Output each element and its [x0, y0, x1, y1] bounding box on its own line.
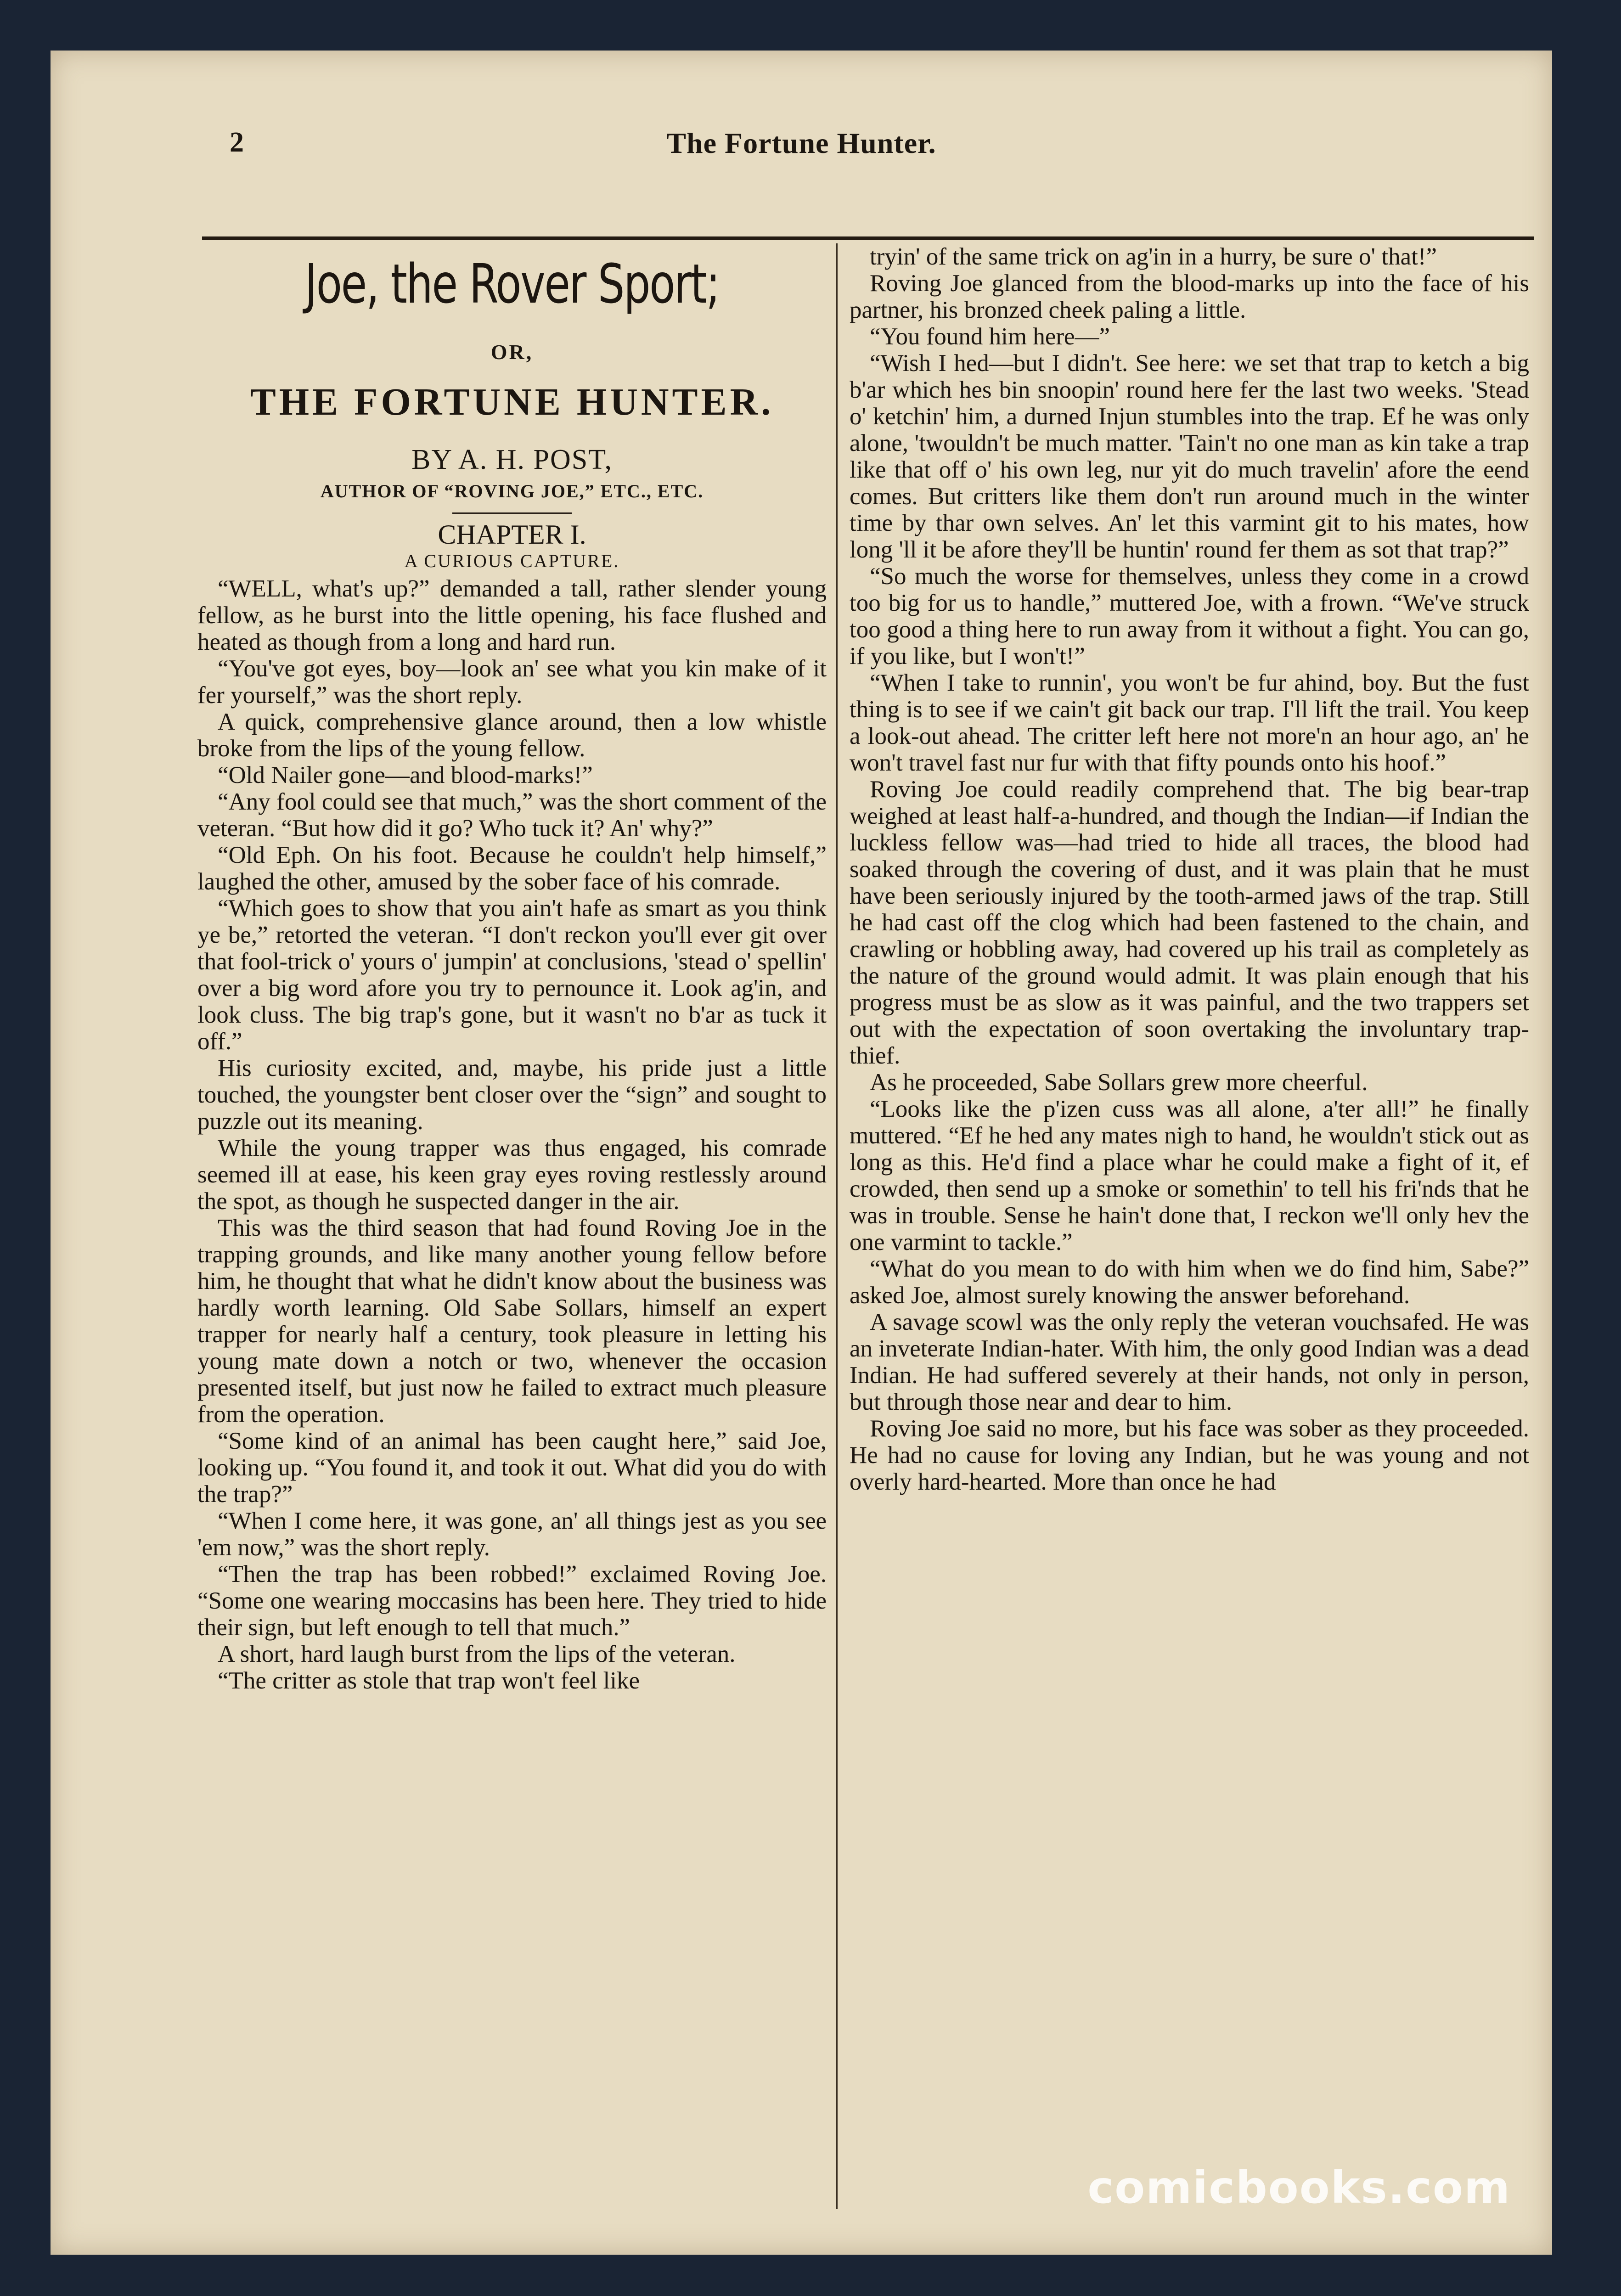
paragraph: “Any fool could see that much,” was the short comment of the veteran. “But how did it go? Who tuck it? An' why?” — [197, 788, 827, 842]
paragraph: “So much the worse for themselves, unless they come in a crowd too big for us to handle,” muttered Joe, with a frown. “We've struck too good a thing here to run away from it without a fight. You can go, if you like, but I won't!” — [850, 563, 1529, 670]
paragraph: As he proceeded, Sabe Sollars grew more cheerful. — [870, 1069, 1368, 1096]
left-column — [197, 243, 827, 2218]
serial-title: Joe, the Rover Sport; — [304, 252, 720, 315]
serial-subtitle: THE FORTUNE HUNTER. — [250, 381, 774, 423]
paragraph: This was the third season that had found Roving Joe in the trapping grounds, and like many another young fellow before him, he thought that what he didn't know about the business was hardly worth learning. Old Sabe Sollars, himself an expert trapper for nearly half a century, took pleasure in letting his young mate down a notch or two, whenever the occasion presented itself, but just now he failed to extract much pleasure from the operation. — [197, 1215, 827, 1428]
chapter-title: A CURIOUS CAPTURE. — [404, 551, 620, 571]
magazine-page — [51, 51, 1552, 2255]
short-rule — [452, 512, 572, 514]
paragraph: “Old Nailer gone—and blood-marks!” — [218, 762, 593, 788]
paragraph: His curiosity excited, and, maybe, his pride just a little touched, the youngster bent closer over the “sign” and sought to puzzle out its meaning. — [197, 1055, 827, 1135]
paragraph: “Some kind of an animal has been caught here,” said Joe, looking up. “You found it, and took it out. What did you do with the trap?” — [197, 1428, 827, 1508]
paragraph: “When I take to runnin', you won't be fur ahind, boy. But the fust thing is to see if we cain't git back our trap. I'll lift the trail. You keep a look-out ahead. The critter left here not more'n an hour ago, an' he won't travel fast nur fur with that fifty pounds onto his hoof.” — [850, 670, 1529, 776]
right-column-text — [850, 243, 1529, 1495]
paragraph: “WELL, what's up?” demanded a tall, rather slender young fellow, as he burst into the little opening, his face flushed and heated as though from a long and hard run. — [197, 575, 827, 655]
paragraph: Roving Joe glanced from the blood-marks up into the face of his partner, his bronzed cheek paling a little. — [850, 270, 1529, 323]
paragraph: tryin' of the same trick on ag'in in a hurry, be sure o' that!” — [870, 243, 1437, 270]
byline: BY A. H. POST, — [411, 444, 613, 475]
paragraph: “Which goes to show that you ain't hafe as smart as you think ye be,” retorted the veteran. “I don't reckon you'll ever git over that fool-trick o' yours o' jumpin' at conclusions, 'stead o' spellin' over a big word afore you try to pernounce it. Look ag'in, and look cluss. The big trap's gone, but it wasn't no b'ar as tuck it off.” — [197, 895, 827, 1055]
paragraph: “The critter as stole that trap won't feel like — [218, 1667, 640, 1694]
paragraph: A quick, comprehensive glance around, then a low whistle broke from the lips of the young fellow. — [197, 709, 827, 762]
author-credit: AUTHOR OF “ROVING JOE,” ETC., ETC. — [320, 481, 704, 501]
chapter-heading: CHAPTER I. — [438, 519, 586, 550]
paragraph: “Wish I hed—but I didn't. See here: we set that trap to ketch a big b'ar which hes bin snoopin' round here fer the last two weeks. 'Stead o' ketchin' him, a durned Injun stumbles into the trap. Ef he was only alone, 'twouldn't be much matter. 'Tain't no one man as kin take a trap like that off o' his own leg, nur yit do much travelin' afore the eend comes. But critters like them don't run around much in the winter time by thar own selves. An' let this varmint git to his mates, how long 'll it be afore they'll be huntin' round fer them as sot that trap?” — [850, 350, 1529, 563]
running-title: The Fortune Hunter. — [666, 127, 936, 159]
paragraph: Roving Joe said no more, but his face was sober as they proceeded. He had no cause for loving any Indian, but he was young and not overly hard-hearted. More than once he had — [850, 1415, 1529, 1495]
paragraph: “Then the trap has been robbed!” exclaimed Roving Joe. “Some one wearing moccasins has been here. They tried to hide their sign, but left enough to tell that much.” — [197, 1561, 827, 1641]
page-number: 2 — [230, 127, 244, 158]
right-column — [850, 243, 1529, 2218]
paragraph: While the young trapper was thus engaged, his comrade seemed ill at ease, his keen gray eyes roving restlessly around the spot, as though he suspected danger in the air. — [197, 1135, 827, 1215]
watermark: comicbooks.com — [1087, 2162, 1511, 2213]
paragraph: “Looks like the p'izen cuss was all alone, a'ter all!” he finally muttered. “Ef he hed any mates nigh to hand, he wouldn't stick out as long as this. He'd find a place whar he could make a fight of it, ef crowded, then send up a smoke or somethin' to tell his fri'nds that he was in trouble. Sense he hain't done that, I reckon we'll only hev the one varmint to tackle.” — [850, 1096, 1529, 1255]
column-divider — [836, 243, 838, 2209]
paragraph: “Old Eph. On his foot. Because he couldn't help himself,” laughed the other, amused by the sober face of his comrade. — [197, 842, 827, 895]
paragraph: “When I come here, it was gone, an' all things jest as you see 'em now,” was the short reply. — [197, 1508, 827, 1561]
paragraph: A savage scowl was the only reply the veteran vouchsafed. He was an inveterate Indian-hater. With him, the only good Indian was a dead Indian. He had suffered severely at their hands, not only in person, but through those near and dear to him. — [850, 1309, 1529, 1415]
header-rule — [202, 236, 1534, 240]
paragraph: A short, hard laugh burst from the lips of the veteran. — [218, 1641, 736, 1667]
paragraph: “You found him here—” — [870, 323, 1110, 350]
paragraph: “What do you mean to do with him when we do find him, Sabe?” asked Joe, almost surely knowing the answer beforehand. — [850, 1255, 1529, 1309]
serial-or: OR, — [490, 340, 534, 364]
running-head — [51, 126, 1552, 195]
paragraph: “You've got eyes, boy—look an' see what you kin make of it fer yourself,” was the short reply. — [197, 655, 827, 709]
left-column-text — [197, 575, 827, 1694]
paragraph: Roving Joe could readily comprehend that. The big bear-trap weighed at least half-a-hundred, and though the Indian—if Indian the luckless fellow was—had tried to hide all traces, the blood had soaked through the covering of dust, and it was plain that he must have been seriously injured by the tooth-armed jaws of the trap. Still he had cast off the clog which had been fastened to the chain, and crawling or hobbling away, had covered up his trail as completely as the nature of the ground would admit. It was plain enough that his progress must be as slow as it was painful, and the two trappers set out with the expectation of soon overtaking the involuntary trap-thief. — [850, 776, 1529, 1069]
